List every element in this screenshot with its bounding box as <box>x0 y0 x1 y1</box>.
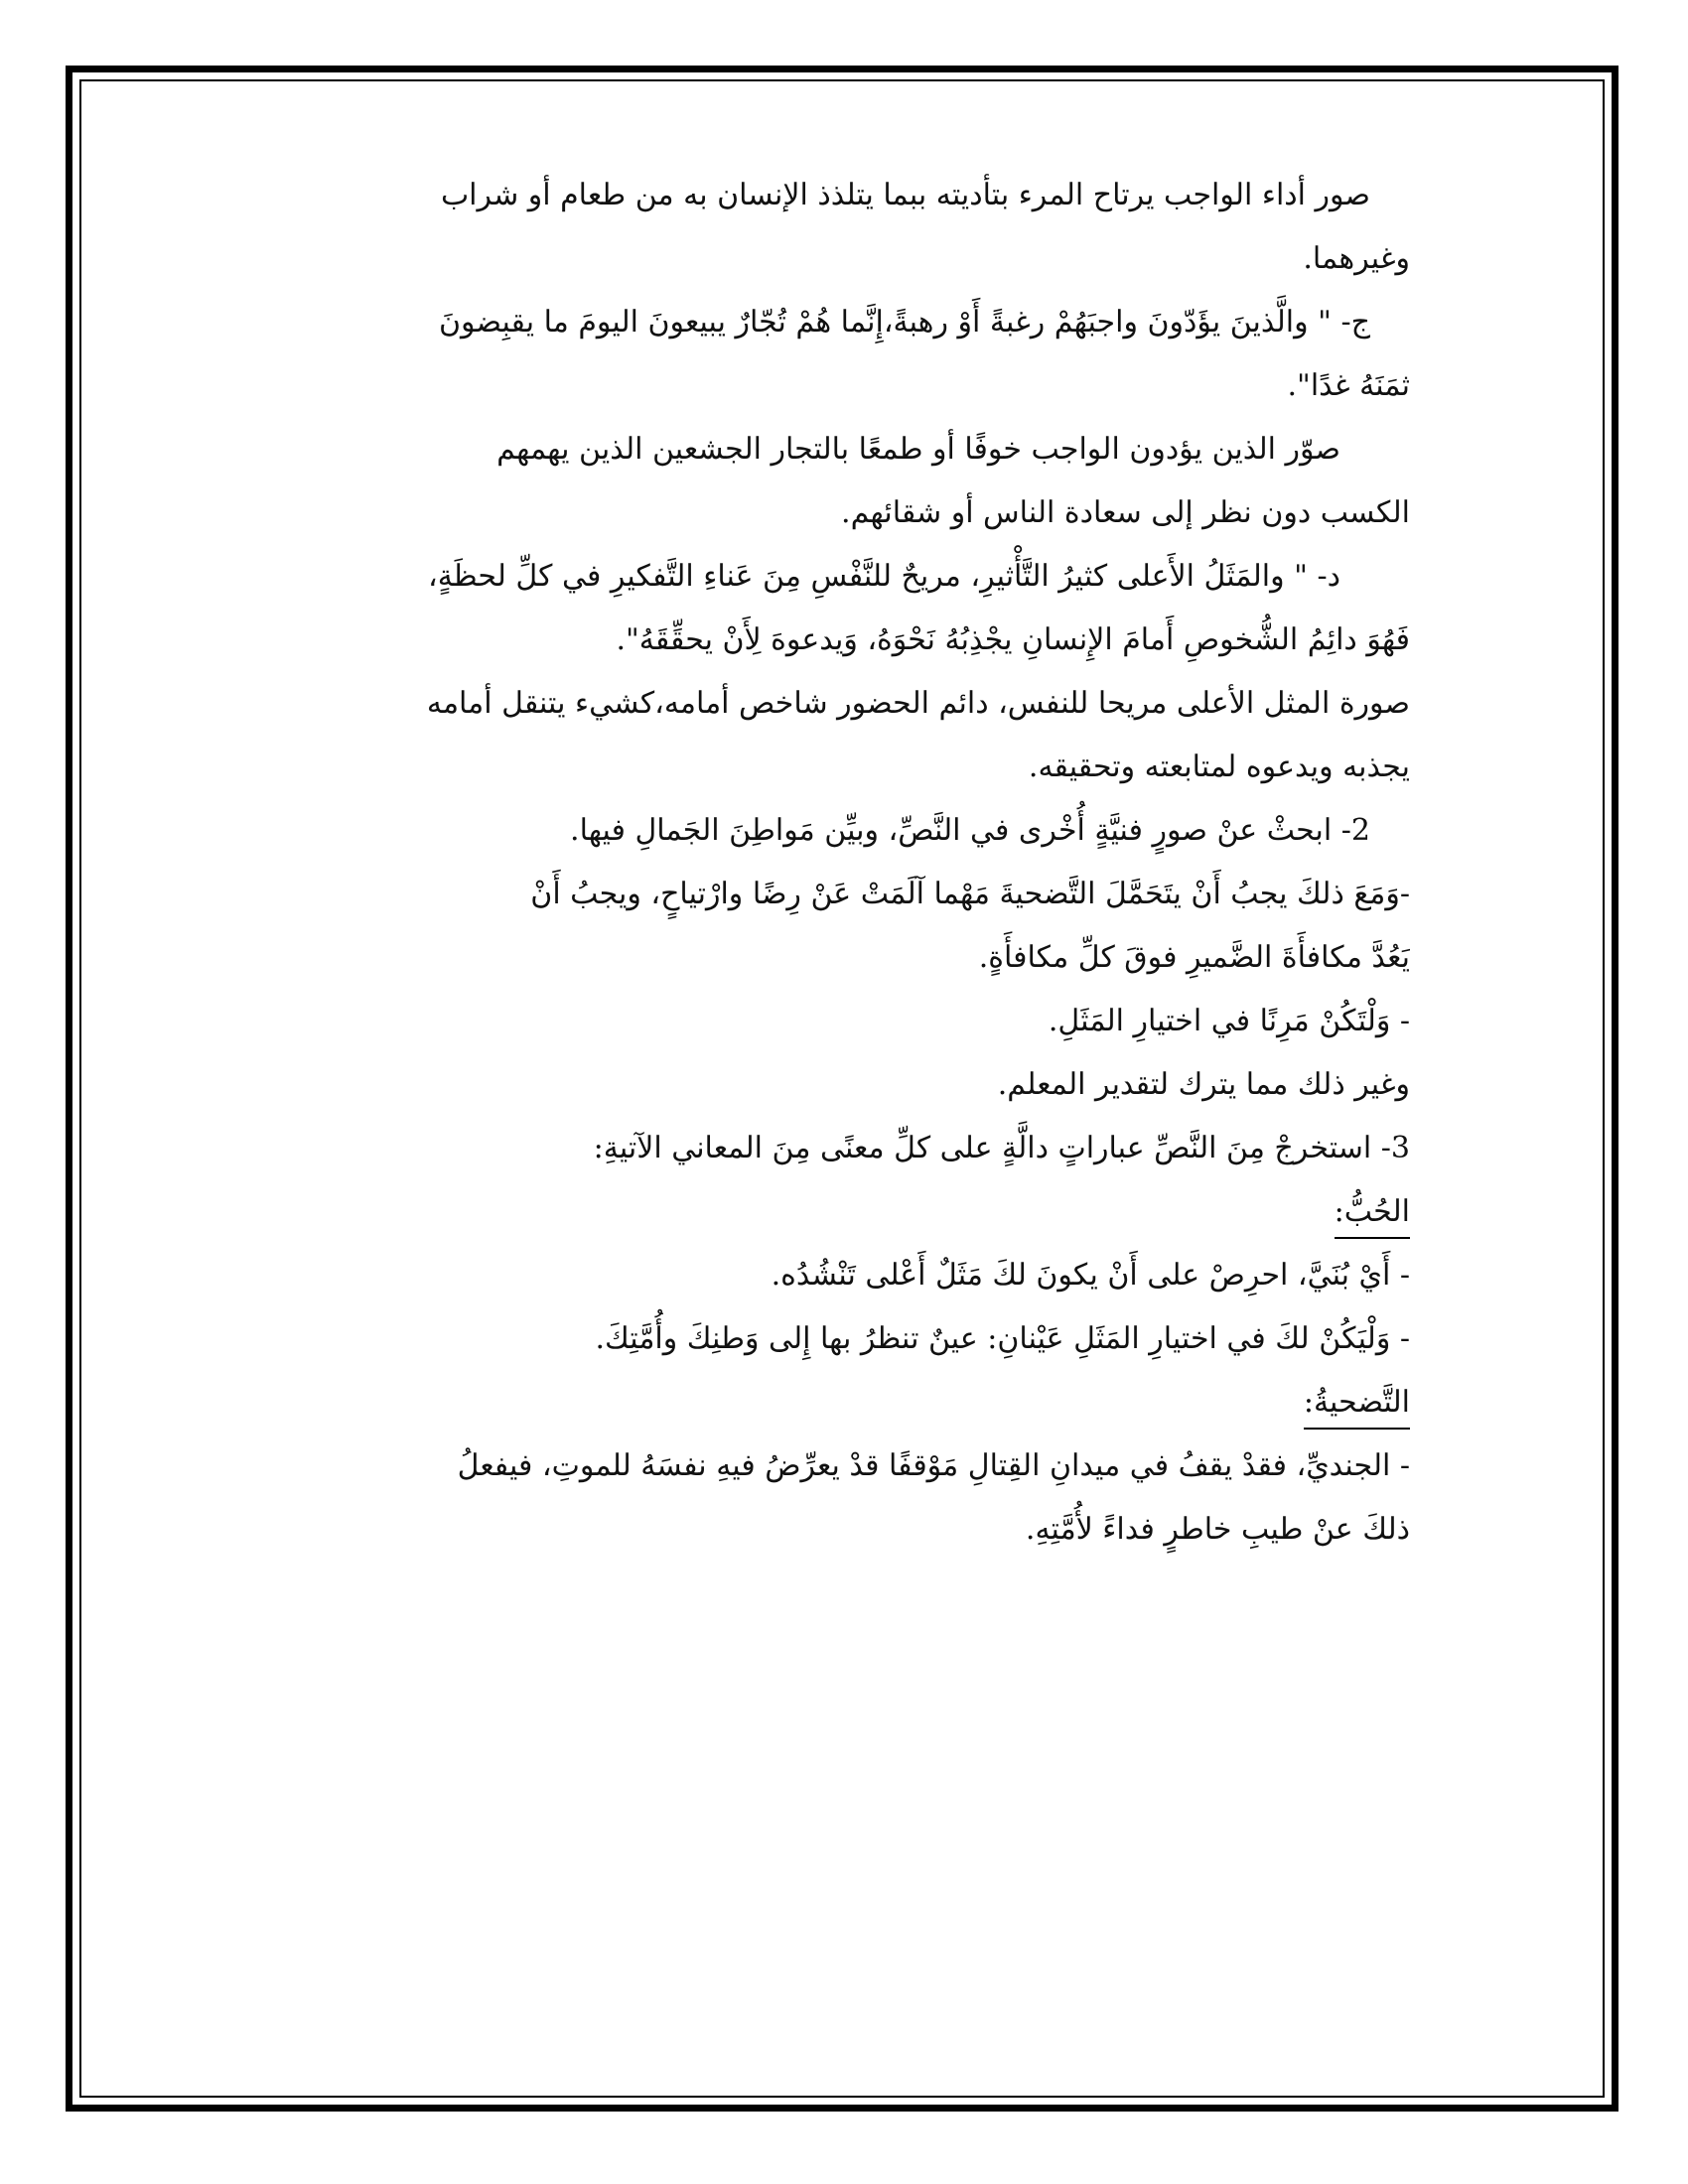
answer-line: -وَمَعَ ذلكَ يجبُ أَنْ يتَحَمَّلَ التَّضحيةَ مَهْما آلَمَتْ عَنْ رِضًا وارْتياحٍ، ويجبُ أَنْ <box>530 877 1410 911</box>
quote-line: ثمَنَهُ غدًا". <box>1287 368 1410 403</box>
paragraph-line: يجذبه ويدعوه لمتابعته وتحقيقه. <box>1028 750 1410 784</box>
heading-sacrifice: التَّضحيةُ: <box>1304 1380 1410 1430</box>
quote-line-c: ج- " والَّذينَ يؤَدّونَ واجبَهُمْ رغبةً أَوْ رهبةً،إِنَّما هُمْ تُجّارٌ يبيعونَ اليومَ ما يقبِضونَ <box>438 305 1370 340</box>
quote-line-d: د- " والمَثَلُ الأَعلى كثيرُ التَّأْثيرِ، مريحٌ للنَّفْسِ مِنَ عَناءِ التَّفكيرِ في كلِّ لحظَةٍ، <box>428 559 1340 594</box>
question-2: 2- ابحثْ عنْ صورٍ فنيَّةٍ أُخْرى في النَّصِّ، وبيِّن مَواطِنَ الجَمالِ فيها. <box>570 813 1370 848</box>
answer-line: وغير ذلك مما يترك لتقدير المعلم. <box>997 1067 1410 1102</box>
answer-line: - الجنديِّ، فقدْ يقفُ في ميدانِ القِتالِ مَوْقفًا قدْ يعرِّضُ فيهِ نفسَهُ للموتِ، فيفعلُ <box>457 1448 1410 1483</box>
answer-line: - وَلْيَكُنْ لكَ في اختيارِ المَثَلِ عَيْنانِ: عينٌ تنظرُ بها إِلى وَطنِكَ وأُمَّتِكَ. <box>595 1321 1410 1356</box>
heading-sacrifice-row <box>298 1371 1410 1434</box>
question-3: 3- استخرجْ مِنَ النَّصِّ عباراتٍ دالَّةٍ على كلِّ معنًى مِنَ المعاني الآتيةِ: <box>593 1131 1410 1165</box>
answer-line: يَعُدَّ مكافأَةَ الضَّميرِ فوقَ كلِّ مكافأَةٍ. <box>978 940 1410 975</box>
heading-love-row <box>298 1180 1410 1244</box>
quote-line: فَهُوَ دائِمُ الشُّخوصِ أَمامَ الإِنسانِ يجْذِبُهُ نَحْوَهُ، وَيدعوهَ لِأَنْ يحقِّقَهُ". <box>616 622 1410 657</box>
answer-line: ذلكَ عنْ طيبِ خاطرٍ فداءً لأُمَّتِهِ. <box>1025 1512 1410 1547</box>
paragraph-line: صور أداء الواجب يرتاح المرء بتأديته ببما يتلذذ الإنسان به من طعام أو شراب <box>440 178 1370 212</box>
paragraph-line: صوّر الذين يؤدون الواجب خوفًا أو طمعًا بالتجار الجشعين الذين يهمهم <box>496 432 1340 467</box>
answer-line: - وَلْتَكُنْ مَرِنًا في اختيارِ المَثَلِ. <box>1048 1004 1410 1038</box>
answer-line: - أَيْ بُنَيَّ، احرِصْ على أَنْ يكونَ لكَ مَثَلٌ أَعْلى تَنْشُدُه. <box>771 1258 1410 1293</box>
paragraph-line: صورة المثل الأعلى مريحا للنفس، دائم الحضور شاخص أمامه،كشيء يتنقل أمامه <box>426 686 1410 721</box>
document-body <box>298 164 1410 1562</box>
paragraph-line: الكسب دون نظر إلى سعادة الناس أو شقائهم. <box>841 495 1410 530</box>
heading-love: الحُبُّ: <box>1335 1189 1410 1239</box>
paragraph-line: وغيرهما. <box>1303 241 1410 276</box>
